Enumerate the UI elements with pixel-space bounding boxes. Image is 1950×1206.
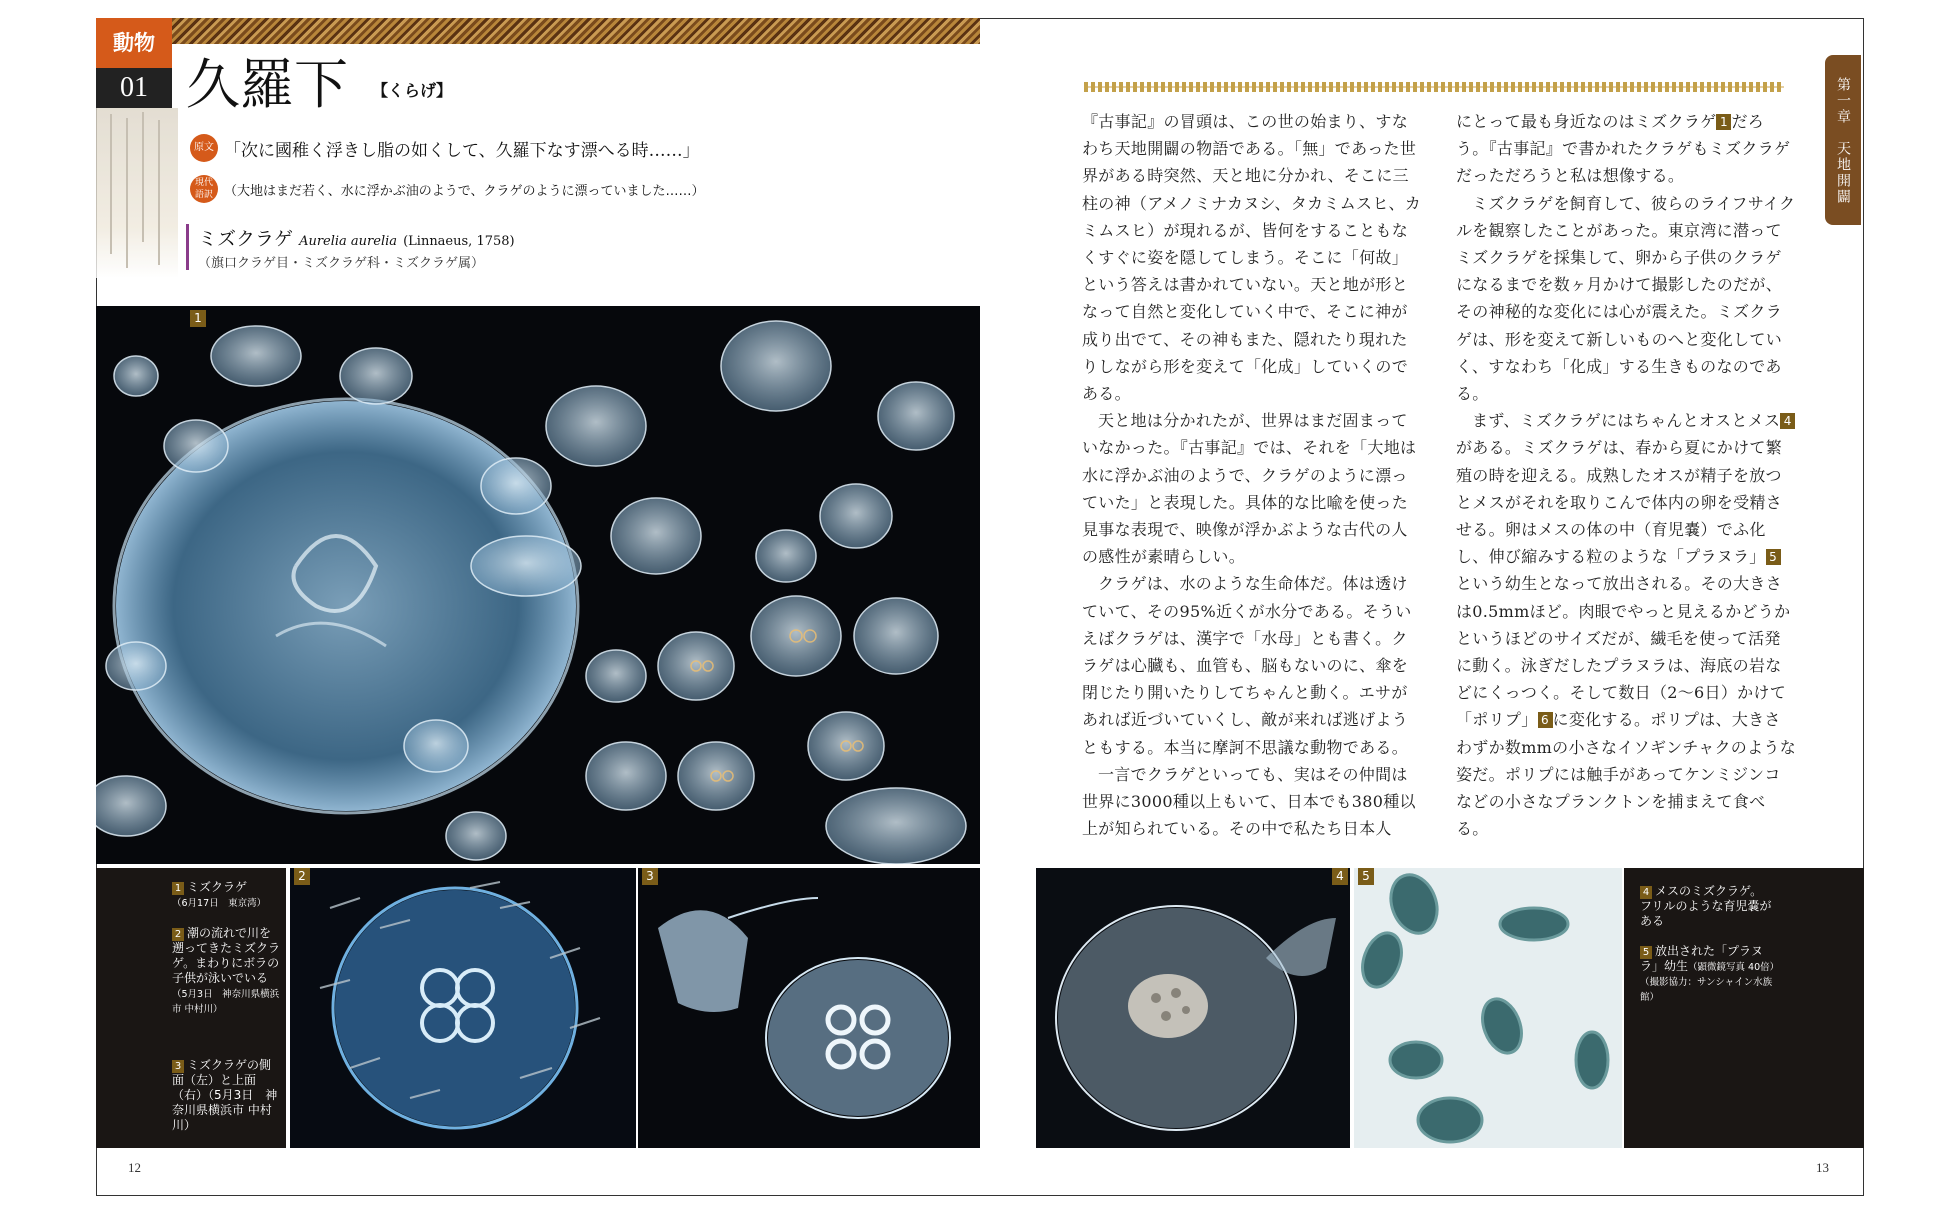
caption-2-note: （5月3日 神奈川県横浜市 中村川） (172, 989, 280, 1015)
paragraph: 一言でクラゲといっても、実はその仲間は世界に3000種以上もいて、日本でも380種以上が知られている。その中で私たち日本人 (1082, 764, 1416, 839)
text-run: まず、ミズクラゲにはちゃんとオスとメス (1472, 411, 1781, 431)
original-label: 原文 (190, 134, 218, 162)
species-heading (198, 224, 515, 251)
ref-number: 5 (1766, 549, 1781, 565)
ancient-scroll-image (96, 108, 178, 278)
text-run: に変化する。ポリプは、大きさわずか数mmの小さなイソギンチャクのような姿だ。ポリプには触手があってケンミジンコなどの小さなプランクトンを捕まえて食べる。 (1456, 710, 1797, 839)
photo-jellyfish-swarm (96, 306, 980, 864)
page-number-right: 13 (1816, 1160, 1829, 1175)
caption-4-number: 4 (1640, 886, 1652, 899)
caption-2-number: 2 (172, 928, 184, 941)
caption-5-note: （撮影協力：サンシャイン水族館） (1640, 977, 1773, 1003)
text-run: という幼生となって放出される。その大きさは0.5mmほど。肉眼でやっと見えるかどうかというほどのサイズだが、繊毛を使って活発に動く。泳ぎだしたプラヌラは、海底の岩などにくっつく。そして数日（2～6日）かけて「ポリプ」 (1456, 574, 1791, 730)
photo-number-4: 4 (1332, 868, 1348, 885)
caption-2-text: 潮の流れで川を遡ってきたミズクラゲ。まわりにボラの子供が泳いでいる (172, 926, 281, 985)
caption-3-number: 3 (172, 1060, 184, 1073)
caption-panel-left (96, 868, 286, 1148)
category-tag: 動物 (96, 18, 172, 68)
modern-translation: （大地はまだ若く、水に浮かぶ油のようで、クラゲのように漂っていました……） (224, 184, 705, 199)
caption-1 (172, 880, 280, 910)
caption-1-text: ミズクラゲ (187, 880, 248, 894)
modern-label: 現代語訳 (190, 175, 218, 203)
caption-3 (172, 1058, 280, 1133)
species-author: (Linnaeus, 1758) (403, 234, 515, 249)
species-name: ミズクラゲ (198, 228, 294, 250)
caption-5-text: 放出された「プラヌラ」幼生 (1640, 944, 1763, 973)
photo-number-2: 2 (294, 868, 310, 885)
paragraph: 『古事記』の冒頭は、この世の始まり、すなわち天地開闢の物語である。「無」であった世界がある時突然、天と地に分かれ、そこに三柱の神（アメノミナカヌシ、タカミムスヒ、カミムスヒ）が現れるが、皆何をすることもなくすぐに姿を隠してしまう。そこに「何故」という答えは書かれていない。天と地が形となって自然と変化していく中で、そこに神が成り出でて、その神もまた、隠れたり現れたりしながら形を変えて「化成」していくのである。 (1082, 112, 1422, 404)
body-column-2 (1456, 108, 1796, 842)
caption-5-number: 5 (1640, 946, 1652, 959)
decorative-gold-strip (172, 18, 980, 44)
caption-5 (1640, 944, 1780, 1004)
ref-number: 4 (1780, 413, 1795, 429)
photo-number-1: 1 (190, 310, 206, 327)
paragraph (1456, 108, 1796, 190)
ref-number: 6 (1538, 712, 1553, 728)
page-number-left: 12 (128, 1160, 141, 1175)
original-text: 「次に國稚く浮きし脂の如くして、久羅下なす漂へる時……」 (224, 141, 700, 161)
species-taxonomy: （旗口クラゲ目・ミズクラゲ科・ミズクラゲ属） (198, 256, 485, 271)
caption-4 (1640, 884, 1772, 929)
caption-panel-right (1624, 868, 1864, 1148)
photo-number-5: 5 (1358, 868, 1374, 885)
caption-5-magnification: （顕微鏡写真 40倍） (1688, 962, 1780, 973)
caption-4-text: メスのミズクラゲ。フリルのような育児嚢がある (1640, 884, 1772, 928)
entry-number: 01 (96, 68, 172, 108)
text-run: だろう。『古事記』で書かれたクラゲもミズクラゲだっただろうと私は想像する。 (1456, 112, 1791, 186)
species-accent-bar (186, 224, 189, 270)
chapter-tab: 第一章 天地開闢 (1825, 55, 1861, 225)
paragraph: ミズクラゲを飼育して、彼らのライフサイクルを観察したことがあった。東京湾に潜ってミズクラゲを採集して、卵から子供のクラゲになるまでを数ヶ月かけて撮影したのだが、その神秘的な変化には心が震えた。ミズクラゲは、形を変えて新しいものへと変化していく、すなわち「化成」する生きものなのである。 (1456, 193, 1796, 404)
paragraph: 天と地は分かれたが、世界はまだ固まっていなかった。『古事記』では、それを「大地は水に浮かぶ油のようで、クラゲのように漂っていた」と表現した。具体的な比喩を使った見事な表現で、映像が浮かぶような古代の人の感性が素晴らしい。 (1082, 411, 1417, 567)
body-column-1 (1082, 108, 1422, 842)
photo-planula-microscope (1354, 868, 1622, 1148)
photo-number-3: 3 (642, 868, 658, 885)
text-run: にとって最も身近なのはミズクラゲ (1456, 112, 1717, 131)
photo-female-jellyfish (1036, 868, 1350, 1148)
caption-1-note: （6月17日 東京湾） (172, 898, 267, 909)
photo-jellyfish-side-top (638, 868, 980, 1148)
caption-1-number: 1 (172, 882, 184, 895)
paragraph (1456, 407, 1796, 842)
caption-3-text: ミズクラゲの側面（左）と上面（右）（5月3日 神奈川県横浜市 中村川） (172, 1058, 278, 1132)
photo-jellyfish-with-mullet (290, 868, 636, 1148)
title-reading: 【くらげ】 (372, 81, 453, 100)
species-latin: Aurelia aurelia (299, 234, 398, 249)
ref-number: 1 (1716, 114, 1731, 130)
caption-2 (172, 926, 280, 1016)
decorative-wave-underline (1084, 86, 1784, 88)
page-title: 久羅下 (186, 53, 348, 116)
paragraph: クラゲは、水のような生命体だ。体は透けていて、その95%近くが水分である。そういえばクラゲは、漢字で「水母」とも書く。クラゲは心臓も、血管も、脳もないのに、傘を閉じたり開いたりしてちゃんと動く。エサがあれば近づいていくし、敵が来れば逃げようともする。本当に摩訶不思議な動物である。 (1082, 574, 1412, 757)
text-run: がある。ミズクラゲは、春から夏にかけて繁殖の時を迎える。成熟したオスが精子を放つとメスがそれを取りこんで体内の卵を受精させる。卵はメスの体の中（育児嚢）でふ化し、伸び縮みする粒のような「プラヌラ」 (1456, 438, 1783, 567)
